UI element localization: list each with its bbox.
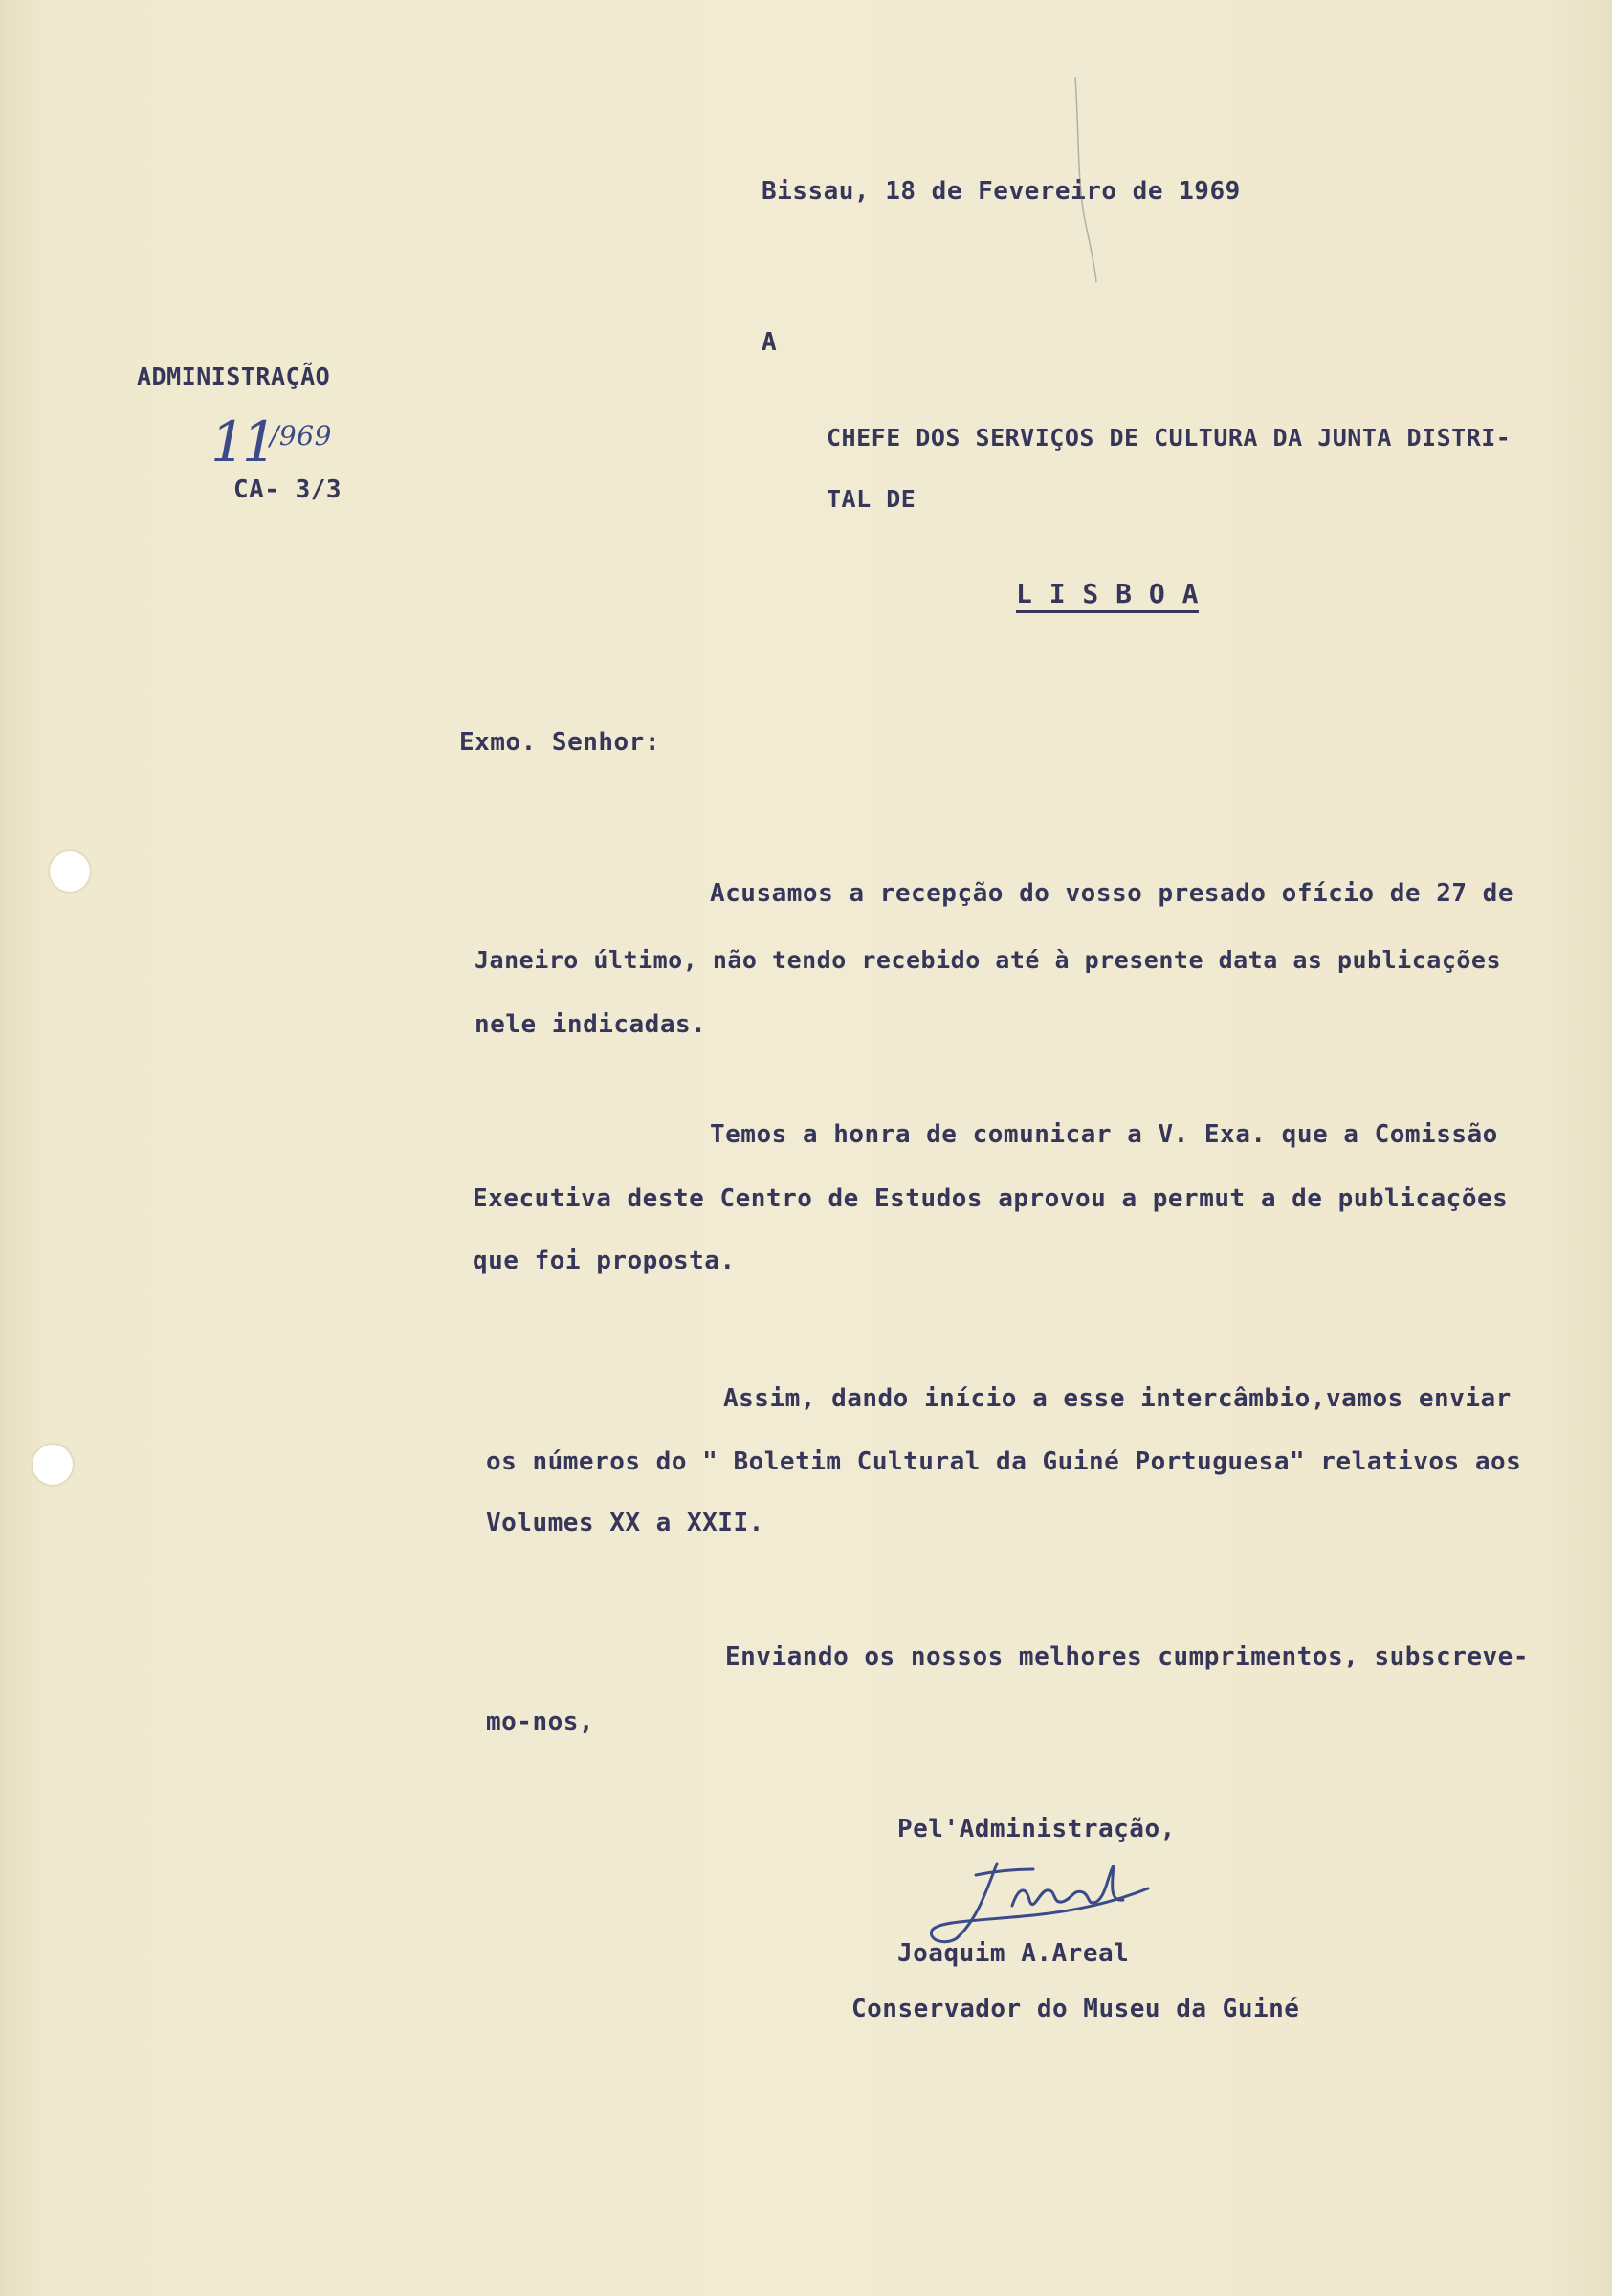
reference-number: 11 [210,409,274,475]
paragraph-3-line-2: os números do " Boletim Cultural da Guiné Portuguesa" relativos aos [486,1447,1522,1476]
paragraph-1-line-3: nele indicadas. [475,1010,707,1039]
paragraph-2-line-1: Temos a honra de comunicar a V. Exa. que a Comissão [710,1120,1498,1149]
closing: Pel'Administração, [897,1815,1176,1843]
paragraph-4-line-1: Enviando os nossos melhores cumprimentos, subscreve- [725,1643,1529,1671]
signatory-title: Conservador do Museu da Guiné [851,1995,1300,2023]
addressee-city: L I S B O A [1016,578,1199,609]
addressee-line-1: CHEFE DOS SERVIÇOS DE CULTURA DA JUNTA DISTRI- [827,424,1512,452]
reference-title: ADMINISTRAÇÃO [137,363,331,390]
paragraph-3-line-1: Assim, dando início a esse intercâmbio,vamos enviar [723,1384,1512,1413]
paragraph-1-line-2: Janeiro último, não tendo recebido até à presente data as publicações [475,946,1502,974]
paragraph-3-line-3: Volumes XX a XXII. [486,1509,764,1537]
salutation: Exmo. Senhor: [459,728,660,757]
addressee-line-2: TAL DE [827,485,916,513]
paragraph-1-line-1: Acusamos a recepção do vosso presado ofício de 27 de [710,879,1513,908]
paragraph-2-line-3: que foi proposta. [473,1247,736,1275]
reference-year: /969 [270,420,332,452]
punch-hole-bottom [33,1445,73,1485]
signatory-name: Joaquim A.Areal [897,1939,1130,1968]
reference-code: CA- 3/3 [233,475,342,504]
punch-hole-top [50,851,90,892]
to-marker: A [762,328,778,357]
paragraph-2-line-2: Executiva deste Centro de Estudos aprovou a permut a de publicações [473,1184,1509,1213]
handwritten-signature [918,1846,1167,1952]
date-line: Bissau, 18 de Fevereiro de 1969 [762,177,1241,206]
paragraph-4-line-2: mo-nos, [486,1708,595,1736]
